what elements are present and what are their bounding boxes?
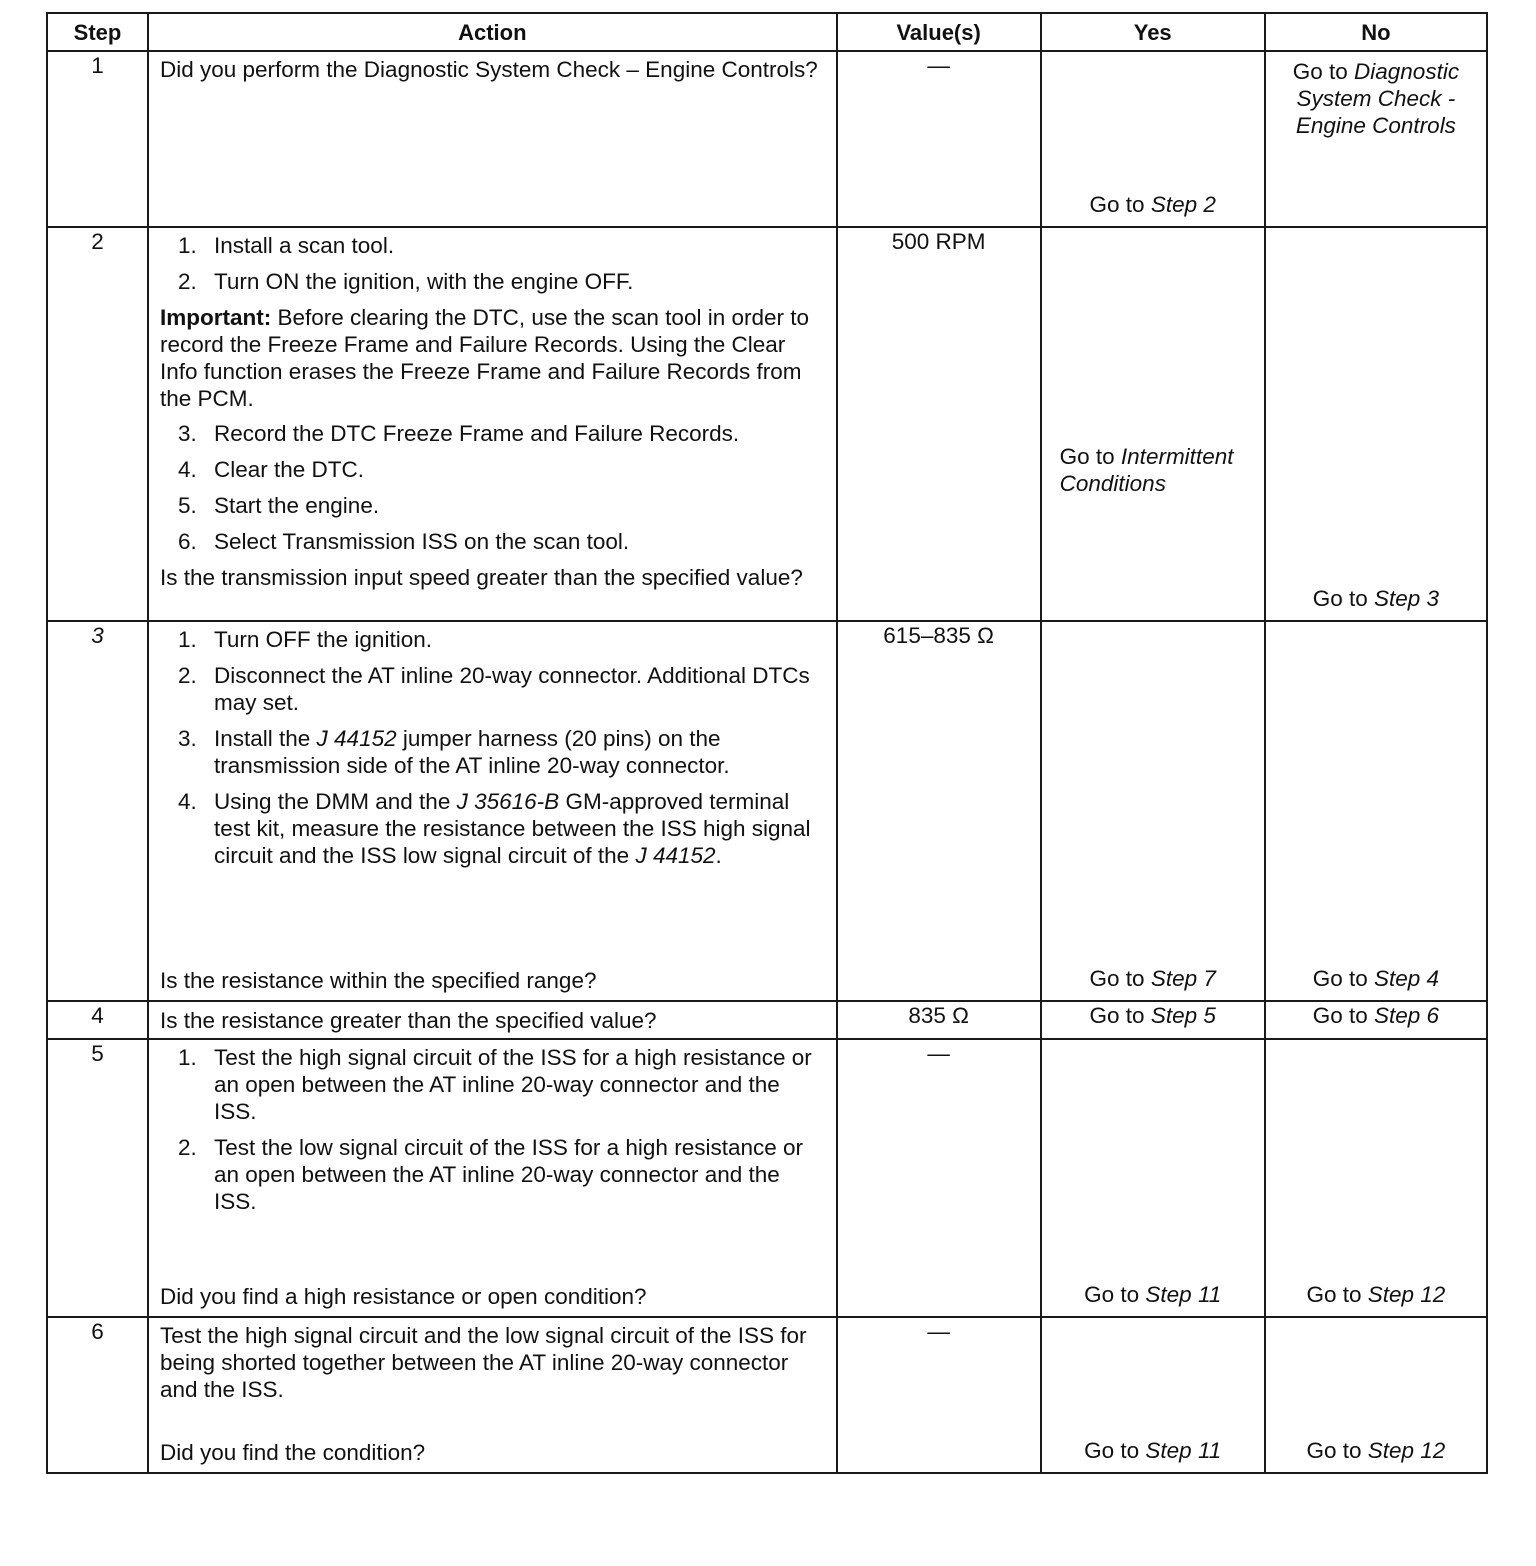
step-number: 3 [47,621,148,1001]
header-action: Action [148,13,837,51]
step-number: 5 [47,1039,148,1317]
no-link[interactable]: Go to Step 6 [1312,1003,1440,1028]
action-cell [148,227,837,621]
value-cell [837,1317,1041,1473]
value-text: 835 Ω [908,1003,969,1028]
no-cell [1265,1039,1487,1317]
table-row [47,1039,1487,1317]
action-cell [148,51,837,227]
value-cell [837,51,1041,227]
yes-link[interactable]: Go to Step 5 [1089,1003,1216,1028]
header-no: No [1265,13,1487,51]
value-text: — [927,1319,950,1344]
header-row [47,13,1487,51]
table-row [47,227,1487,621]
yes-cell [1041,227,1265,621]
question-text: Did you find a high resistance or open condition? [159,1284,647,1309]
list-item: 2. Test the low signal circuit of the ISS for a high resistance or an open between the AT inline 20-way connector and the ISS. [177,1135,804,1214]
no-link[interactable]: Go to Step 12 [1306,1438,1446,1463]
action-cell [148,1039,837,1317]
yes-link[interactable]: Go to Intermittent Conditions [1059,444,1234,496]
header-values: Value(s) [837,13,1041,51]
no-link[interactable]: Go to Diagnostic System Check - Engine Controls [1292,59,1460,138]
header-step: Step [47,13,148,51]
step-number: 1 [47,51,148,227]
list-item: 2. Turn ON the ignition, with the engine OFF. [177,269,634,294]
no-cell [1265,621,1487,1001]
diagnostic-table [46,12,1488,1474]
action-cell [148,1317,837,1473]
question-text: Is the resistance greater than the specified value? [159,1007,657,1033]
list-item: 4. Clear the DTC. [177,457,365,482]
value-text: 500 RPM [891,229,986,254]
list-item: 1. Install a scan tool. [177,233,395,258]
yes-cell [1041,621,1265,1001]
table-row [47,621,1487,1001]
value-text: 615–835 Ω [883,623,994,648]
value-cell [837,1001,1041,1039]
list-item: 2. Disconnect the AT inline 20-way connector. Additional DTCs may set. [177,663,810,715]
value-cell [837,621,1041,1001]
list-item: 4. Using the DMM and the J 35616-B GM-approved terminal test kit, measure the resistance between the ISS high signal circuit and the ISS low signal circuit of the J 44152. [177,789,811,868]
yes-cell [1041,1001,1265,1039]
value-cell [837,227,1041,621]
action-text: Did you perform the Diagnostic System Check – Engine Controls? [159,57,818,82]
list-item: 3. Install the J 44152 jumper harness (20 pins) on the transmission side of the AT inline 20-way connector. [177,726,730,778]
list-item: 3. Record the DTC Freeze Frame and Failure Records. [177,421,740,446]
step-number: 4 [47,1001,148,1039]
value-text: — [927,1041,950,1066]
question-text: Did you find the condition? [159,1440,426,1465]
value-cell [837,1039,1041,1317]
table-row [47,1001,1487,1039]
no-cell [1265,51,1487,227]
yes-link[interactable]: Go to Step 11 [1084,1282,1222,1307]
list-item: 1. Test the high signal circuit of the ISS for a high resistance or an open between the AT inline 20-way connector and the ISS. [177,1045,812,1124]
no-cell [1265,1317,1487,1473]
yes-link[interactable]: Go to Step 2 [1089,192,1216,217]
list-item: 5. Start the engine. [177,493,380,518]
yes-link[interactable]: Go to Step 7 [1089,966,1216,991]
yes-link[interactable]: Go to Step 11 [1084,1438,1222,1463]
yes-cell [1041,1039,1265,1317]
question-text: Is the resistance within the specified range? [159,968,597,993]
action-text: Test the high signal circuit and the low signal circuit of the ISS for being shorted together between the AT inline 20-way connector and the ISS. [159,1323,807,1402]
table-row [47,1317,1487,1473]
action-cell [148,1001,837,1039]
no-link[interactable]: Go to Step 3 [1312,586,1440,611]
yes-cell [1041,1317,1265,1473]
no-cell [1265,1001,1487,1039]
step-number: 6 [47,1317,148,1473]
question-text: Is the transmission input speed greater than the specified value? [159,565,803,590]
list-item: 1. Turn OFF the ignition. [177,627,432,652]
action-cell [148,621,837,1001]
list-item: 6. Select Transmission ISS on the scan tool. [177,529,630,554]
important-note: Important: Before clearing the DTC, use the scan tool in order to record the Freeze Frame and Failure Records. Using the Clear Info function erases the Freeze Frame and Failure Records from the PCM. [159,305,810,411]
no-link[interactable]: Go to Step 12 [1306,1282,1446,1307]
no-link[interactable]: Go to Step 4 [1312,966,1440,991]
step-number: 2 [47,227,148,621]
yes-cell [1041,51,1265,227]
table-row [47,51,1487,227]
value-text: — [927,53,950,78]
no-cell [1265,227,1487,621]
header-yes: Yes [1041,13,1265,51]
